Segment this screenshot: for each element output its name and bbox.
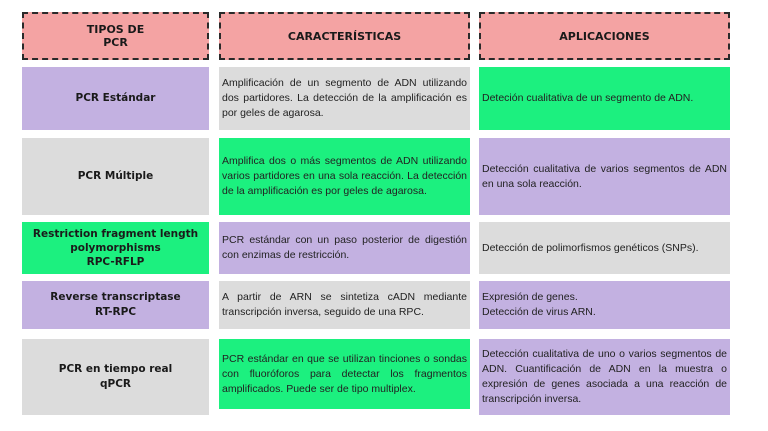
header-caracteristicas-label: CARACTERÍSTICAS — [287, 29, 402, 43]
row-3-aplicaciones-text: Detección de polimorfismos genéticos (SNPs). — [482, 241, 699, 254]
header-tipos-pcr — [22, 12, 209, 60]
row-1-aplicaciones-text: Deteción cualitativa de un segmento de ADN. — [482, 92, 694, 104]
row-1-name-line-1: PCR Estándar — [75, 92, 156, 104]
row-5-name-line-2: qPCR — [99, 378, 131, 390]
row-2-aplicaciones-text: Detección cualitativa de varios segmentos de ADN en una sola reacción. — [482, 162, 727, 190]
header-caracteristicas — [219, 12, 470, 60]
row-5-caracteristicas-text: PCR estándar en que se utilizan tinciones o sondas con fluoróforos para detectar los fragmentos amplificados. Puede ser de tipo multiplex. — [222, 352, 467, 395]
row-4-caracteristicas-text: A partir de ARN se sintetiza cADN mediante transcripción inversa, seguido de una RPC. — [222, 291, 467, 318]
row-1-aplicaciones — [479, 67, 730, 130]
row-4-caracteristicas — [219, 281, 470, 329]
row-3-name-line-2: polymorphisms — [70, 242, 161, 254]
row-5-aplicaciones-text: Detección cualitativa de uno o varios segmentos de ADN. Cuantificación de ADN en la muestra o expresión de genes asociada a una reacción de transcripción inversa. — [482, 348, 727, 405]
row-1-caracteristicas — [219, 67, 470, 130]
row-5-caracteristicas — [219, 339, 470, 409]
row-4-name — [22, 281, 209, 329]
header-tipos-line1: TIPOS DE — [86, 23, 145, 36]
row-4-name-line-1: Reverse transcriptase — [50, 291, 181, 303]
row-4-aplicaciones-line-2: Detección de virus ARN. — [482, 306, 596, 318]
row-3-caracteristicas-text: PCR estándar con un paso posterior de digestión con enzimas de restricción. — [222, 234, 467, 261]
row-1-name — [22, 67, 209, 130]
row-1-caracteristicas-text: Amplificación de un segmento de ADN utilizando dos partidores. La detección de la amplificación es por geles de agarosa. — [222, 77, 467, 119]
row-3-name — [22, 222, 209, 274]
row-4-name-line-2: RT-RPC — [94, 306, 137, 318]
row-2-caracteristicas — [219, 138, 470, 215]
row-3-caracteristicas — [219, 222, 470, 274]
row-5-name-line-1: PCR en tiempo real — [58, 363, 173, 375]
header-aplicaciones-label: APLICACIONES — [559, 29, 650, 43]
row-3-aplicaciones — [479, 222, 730, 274]
row-2-aplicaciones — [479, 138, 730, 215]
row-2-caracteristicas-text: Amplifica dos o más segmentos de ADN utilizando varios partidores en una sola reacción. La detección de la amplificación es por geles de agarosa. — [222, 155, 467, 197]
row-3-name-line-1: Restriction fragment length — [32, 228, 199, 240]
row-3-name-line-3: RPC-RFLP — [86, 256, 145, 268]
row-2-name-line-1: PCR Múltiple — [77, 170, 154, 182]
row-5-aplicaciones — [479, 339, 730, 415]
row-4-aplicaciones — [479, 281, 730, 329]
row-5-name — [22, 339, 209, 415]
row-2-name — [22, 138, 209, 215]
row-4-aplicaciones-line-1: Expresión de genes. — [482, 291, 578, 303]
header-aplicaciones — [479, 12, 730, 60]
header-tipos-line2: PCR — [103, 36, 128, 49]
